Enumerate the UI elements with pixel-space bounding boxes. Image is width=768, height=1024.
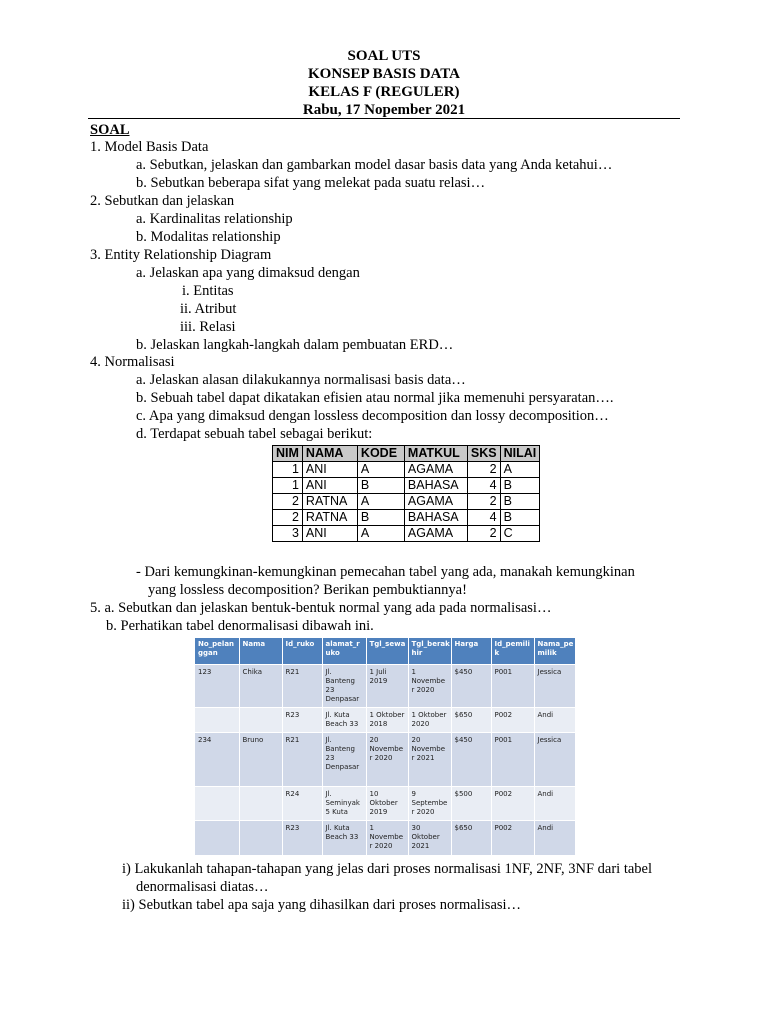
table-cell: ANI (302, 526, 357, 542)
question-4a: a. Jelaskan alasan dilakukannya normalisasi basis data… (136, 372, 466, 388)
table-cell: A (357, 526, 404, 542)
table-cell: AGAMA (404, 462, 467, 478)
table-cell: R23 (282, 708, 322, 733)
table-cell: 1 Oktober 2020 (408, 708, 451, 733)
table-cell: B (500, 478, 540, 494)
table-row (273, 510, 540, 526)
question-3a-iii: iii. Relasi (180, 319, 236, 335)
table-cell: 123 (195, 665, 239, 708)
column-header: Id_pemili k (491, 638, 534, 665)
table-cell (239, 821, 282, 855)
table-cell: 2 (467, 462, 500, 478)
table-cell: P002 (491, 821, 534, 855)
table-cell: A (357, 462, 404, 478)
table-cell: Andi (534, 708, 575, 733)
table-row (273, 494, 540, 510)
table-cell: R21 (282, 733, 322, 787)
table-row (195, 733, 575, 787)
column-header: Nama (239, 638, 282, 665)
table-cell: 1 (273, 462, 303, 478)
table-cell: 2 (467, 526, 500, 542)
table-cell: Jl. Kuta Beach 33 (322, 708, 366, 733)
table-cell: R21 (282, 665, 322, 708)
column-header: alamat_r uko (322, 638, 366, 665)
question-3a-i: i. Entitas (182, 283, 234, 299)
table-cell: A (500, 462, 540, 478)
table-cell: B (500, 494, 540, 510)
question-5b-i-cont: denormalisasi diatas… (136, 879, 269, 895)
table-cell: 4 (467, 478, 500, 494)
column-header: MATKUL (404, 446, 467, 462)
column-header: NILAI (500, 446, 540, 462)
table-cell: B (357, 478, 404, 494)
table-cell (195, 787, 239, 821)
question-4: 4. Normalisasi (90, 354, 175, 370)
header-title: SOAL UTS (347, 48, 421, 64)
header-divider (88, 118, 680, 119)
column-header: Tgl_berak hir (408, 638, 451, 665)
question-3a-ii: ii. Atribut (180, 301, 237, 317)
table-cell: 2 (273, 510, 303, 526)
table-cell: $650 (451, 708, 491, 733)
table-cell: Jl. Seminyak 5 Kuta (322, 787, 366, 821)
question-3: 3. Entity Relationship Diagram (90, 247, 272, 263)
column-header: Nama_pe milik (534, 638, 575, 665)
table-cell: $450 (451, 665, 491, 708)
question-5b-i: i) Lakukanlah tahapan-tahapan yang jelas dari proses normalisasi 1NF, 2NF, 3NF dari tabel (122, 861, 653, 877)
table-cell: AGAMA (404, 494, 467, 510)
table-row (273, 462, 540, 478)
column-header: SKS (467, 446, 500, 462)
table-cell: 2 (273, 494, 303, 510)
question-1: 1. Model Basis Data (90, 139, 209, 155)
table-cell: Jessica (534, 665, 575, 708)
column-header: Id_ruko (282, 638, 322, 665)
column-header: Tgl_sewa (366, 638, 408, 665)
question-2: 2. Sebutkan dan jelaskan (90, 193, 235, 209)
table-cell: Andi (534, 821, 575, 855)
table-cell: $500 (451, 787, 491, 821)
table-cell: A (357, 494, 404, 510)
table-cell: $650 (451, 821, 491, 855)
header-class: KELAS F (REGULER) (308, 84, 460, 100)
table-cell: 4 (467, 510, 500, 526)
table-cell: 1 Novembe r 2020 (366, 821, 408, 855)
question-5b: b. Perhatikan tabel denormalisasi dibawah ini. (106, 618, 374, 634)
table-row (195, 665, 575, 708)
question-1b: b. Sebutkan beberapa sifat yang melekat pada suatu relasi… (136, 175, 486, 191)
question-5a: 5. a. Sebutkan dan jelaskan bentuk-bentuk normal yang ada pada normalisasi… (90, 600, 552, 616)
table-cell: $450 (451, 733, 491, 787)
question-2a: a. Kardinalitas relationship (136, 211, 293, 227)
table-cell: B (500, 510, 540, 526)
column-header: Harga (451, 638, 491, 665)
table-cell (195, 708, 239, 733)
column-header: NAMA (302, 446, 357, 462)
table-cell: P002 (491, 708, 534, 733)
question-4d-task-cont: yang lossless decomposition? Berikan pembuktiannya! (148, 582, 467, 598)
table-cell: BAHASA (404, 478, 467, 494)
table-cell (195, 821, 239, 855)
table-row (273, 526, 540, 542)
table-cell: 2 (467, 494, 500, 510)
denormalized-table (195, 638, 576, 855)
table-cell: 9 Septembe r 2020 (408, 787, 451, 821)
table-cell: C (500, 526, 540, 542)
question-4b: b. Sebuah tabel dapat dikatakan efisien atau normal jika memenuhi persyaratan…. (136, 390, 614, 406)
table-cell: 3 (273, 526, 303, 542)
relation-table-header-row (273, 446, 540, 462)
question-4c: c. Apa yang dimaksud dengan lossless decomposition dan lossy decomposition… (136, 408, 609, 424)
table-cell: Bruno (239, 733, 282, 787)
question-3b: b. Jelaskan langkah-langkah dalam pembuatan ERD… (136, 337, 454, 353)
table-cell: Andi (534, 787, 575, 821)
table-row (195, 821, 575, 855)
header-course: KONSEP BASIS DATA (308, 66, 460, 82)
header-date: Rabu, 17 Nopember 2021 (302, 102, 466, 118)
table-cell (239, 708, 282, 733)
table-row (195, 787, 575, 821)
question-4d-task: - Dari kemungkinan-kemungkinan pemecahan tabel yang ada, manakah kemungkinan (136, 564, 635, 580)
table-cell: P001 (491, 733, 534, 787)
table-cell: 30 Oktober 2021 (408, 821, 451, 855)
table-cell: P001 (491, 665, 534, 708)
table-cell: Jessica (534, 733, 575, 787)
table-cell: R23 (282, 821, 322, 855)
question-1a: a. Sebutkan, jelaskan dan gambarkan model dasar basis data yang Anda ketahui… (136, 157, 613, 173)
table-cell: Chika (239, 665, 282, 708)
denormalized-table-header-row (195, 638, 575, 665)
column-header: KODE (357, 446, 404, 462)
question-4d: d. Terdapat sebuah tabel sebagai berikut: (136, 426, 373, 442)
table-cell: BAHASA (404, 510, 467, 526)
column-header: No_pelan ggan (195, 638, 239, 665)
table-cell: 234 (195, 733, 239, 787)
table-cell: RATNA (302, 494, 357, 510)
section-title: SOAL (90, 122, 130, 138)
relation-table (272, 445, 540, 542)
table-cell: Jl. Kuta Beach 33 (322, 821, 366, 855)
table-row (195, 708, 575, 733)
table-row (273, 478, 540, 494)
table-cell: AGAMA (404, 526, 467, 542)
column-header: NIM (273, 446, 303, 462)
table-cell: 1 Oktober 2018 (366, 708, 408, 733)
table-cell: Jl. Banteng 23 Denpasar (322, 665, 366, 708)
table-cell: 20 Novembe r 2020 (366, 733, 408, 787)
table-cell: 1 Juli 2019 (366, 665, 408, 708)
table-cell: 10 Oktober 2019 (366, 787, 408, 821)
question-2b: b. Modalitas relationship (136, 229, 281, 245)
table-cell: B (357, 510, 404, 526)
table-cell: 1 (273, 478, 303, 494)
table-cell: ANI (302, 478, 357, 494)
table-cell: P002 (491, 787, 534, 821)
table-cell: R24 (282, 787, 322, 821)
table-cell: Jl. Banteng 23 Denpasar (322, 733, 366, 787)
table-cell: ANI (302, 462, 357, 478)
question-5b-ii: ii) Sebutkan tabel apa saja yang dihasilkan dari proses normalisasi… (122, 897, 522, 913)
table-cell (239, 787, 282, 821)
table-cell: RATNA (302, 510, 357, 526)
question-3a: a. Jelaskan apa yang dimaksud dengan (136, 265, 360, 281)
table-cell: 20 Novembe r 2021 (408, 733, 451, 787)
table-cell: 1 Novembe r 2020 (408, 665, 451, 708)
